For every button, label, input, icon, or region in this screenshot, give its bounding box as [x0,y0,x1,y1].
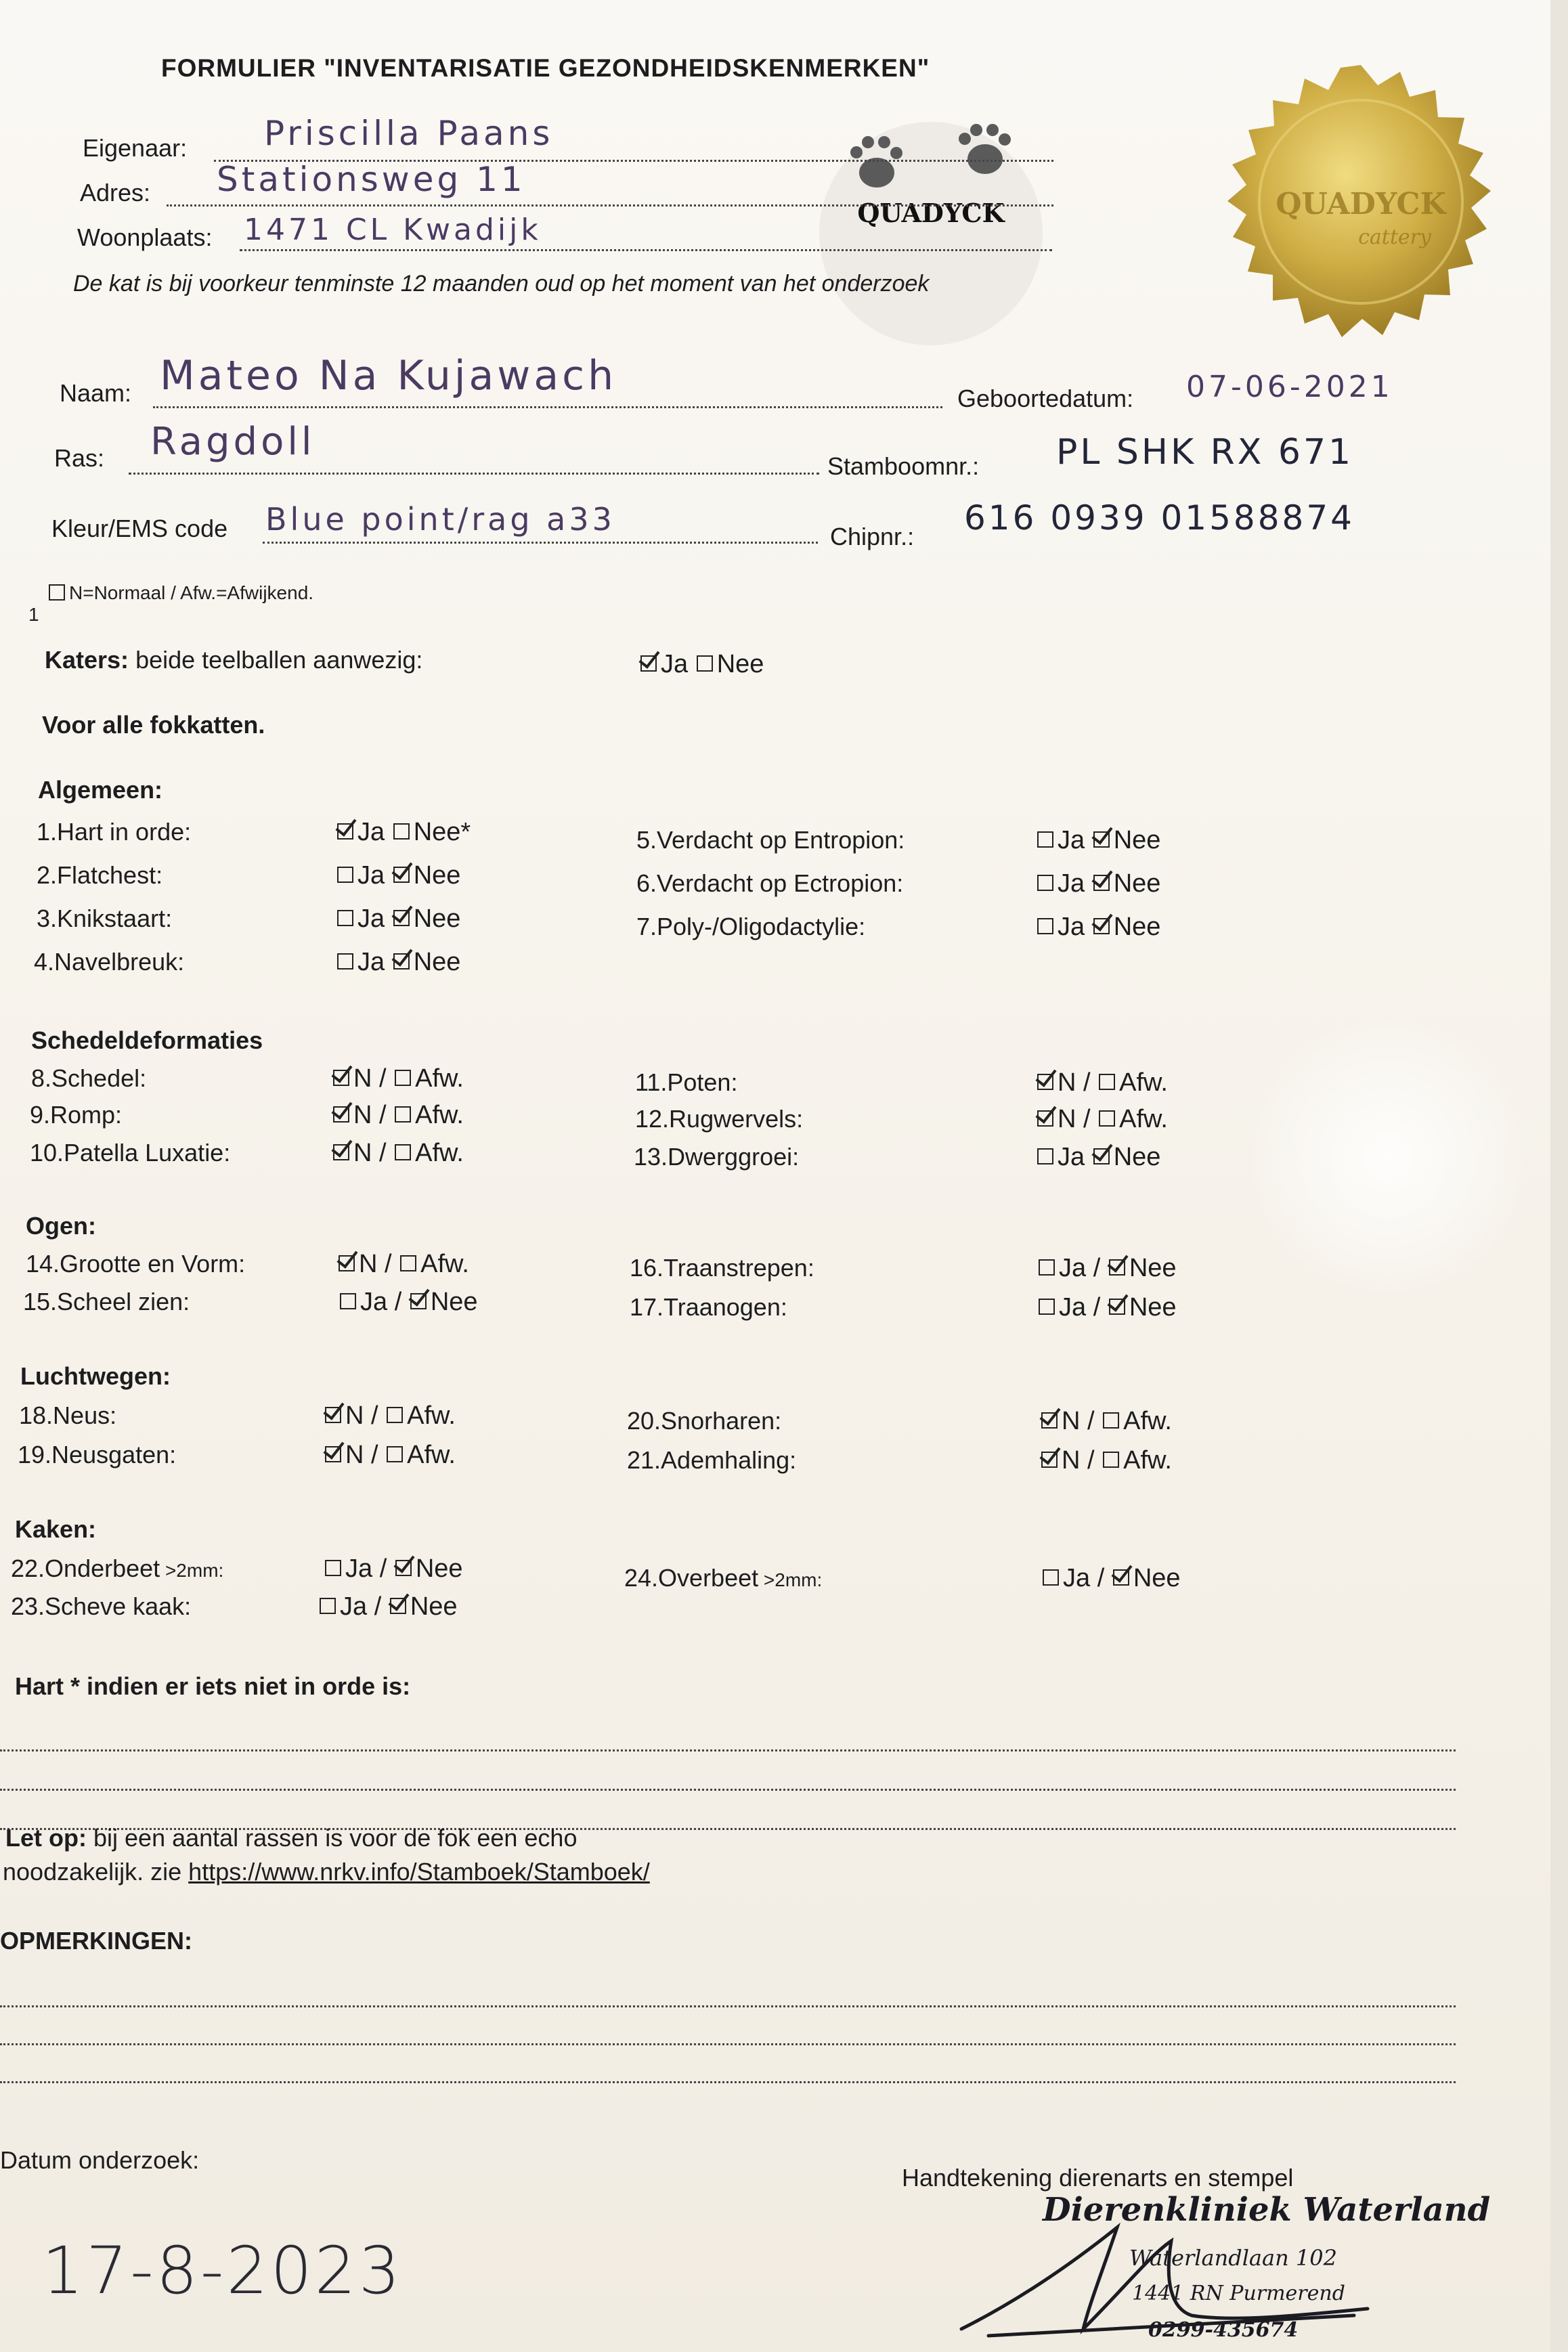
i8-option-b-label: Afw. [415,1064,464,1093]
i21-option-a-label: N / [1062,1446,1102,1475]
voor-alle-heading: Voor alle fokkatten. [42,711,265,739]
opm-line-3 [0,2081,1456,2083]
i6-option-b-checkbox[interactable] [1093,875,1110,891]
item-label-i21: 21.Ademhaling: [627,1446,797,1474]
section-luchtwegen: Luchtwegen: [20,1362,171,1390]
item-options-i17 [1037,1293,1177,1322]
stamboom-value: PL SHK RX 671 [1056,432,1354,473]
chip-value: 616 0939 01588874 [964,498,1355,538]
item-label-i18: 18.Neus: [19,1401,117,1429]
kleur-label: Kleur/EMS code [51,515,228,542]
legend-marker: 1 [28,604,39,625]
stamp-clinic: Dierenkliniek Waterland [1043,2191,1491,2229]
letop-line-2: noodzakelijk. zie https://www.nrkv.info/Stamboek/Stamboek/ [3,1858,650,1886]
i23-option-b-label: Nee [410,1592,458,1621]
item-options-i23 [318,1592,458,1621]
i21-option-a-checkbox[interactable] [1041,1452,1058,1468]
i9-option-a-label: N / [353,1101,394,1129]
i17-option-a-checkbox[interactable] [1039,1299,1055,1315]
i18-option-a-checkbox[interactable] [325,1407,341,1423]
section-ogen: Ogen: [26,1212,96,1240]
i15-option-b-label: Nee [430,1288,478,1316]
age-note: De kat is bij voorkeur tenminste 12 maanden oud op het moment van het onderzoek [73,271,930,297]
i22-option-b-label: Nee [415,1554,463,1583]
i12-option-a-label: N / [1058,1105,1098,1133]
i6-option-b-label: Nee [1113,869,1161,898]
i19-option-a-checkbox[interactable] [325,1446,341,1462]
item-label-i10: 10.Patella Luxatie: [30,1139,231,1167]
i10-option-b-checkbox[interactable] [395,1144,411,1160]
opm-line-2 [0,2043,1456,2045]
legend: N=Normaal / Afw.=Afwijkend. [47,582,313,605]
item-label-i14: 14.Grootte en Vorm: [26,1250,246,1278]
i15-option-a-checkbox[interactable] [340,1293,356,1309]
section-algemeen: Algemeen: [38,776,163,804]
i20-option-a-checkbox[interactable] [1041,1412,1058,1429]
item-label-i20: 20.Snorharen: [627,1407,782,1435]
i4-option-a-label: Ja [357,948,392,976]
i11-option-b-checkbox[interactable] [1099,1074,1115,1090]
svg-text:QUADYCK: QUADYCK [1276,187,1446,221]
kater-ja-checkbox[interactable] [640,655,657,672]
item-label-i3: 3.Knikstaart: [37,905,173,932]
i2-option-a-label: Ja [357,861,392,890]
eigenaar-value: Priscilla Paans [264,114,554,153]
i19-option-b-checkbox[interactable] [387,1446,403,1462]
i23-option-b-checkbox[interactable] [390,1598,406,1614]
naam-value: Mateo Na Kujawach [160,352,617,399]
i4-option-b-label: Nee [413,948,461,976]
item-options-i1 [336,818,471,847]
i12-option-a-checkbox[interactable] [1037,1110,1053,1127]
item-label-i23: 23.Scheve kaak: [11,1592,192,1620]
i7-option-a-checkbox[interactable] [1037,918,1053,934]
stamp-city: 1441 RN Purmerend [1132,2282,1345,2305]
section-schedel: Schedeldeformaties [31,1026,263,1054]
item-options-i20 [1040,1407,1172,1436]
i2-option-a-checkbox[interactable] [337,867,353,883]
item-options-i8 [332,1064,464,1093]
i9-option-b-label: Afw. [415,1101,464,1129]
i11-option-b-label: Afw. [1119,1068,1168,1097]
kater-options: Ja Nee [639,650,764,679]
item-label-i17: 17.Traanogen: [630,1293,787,1321]
i21-option-b-checkbox[interactable] [1103,1452,1119,1468]
i19-option-a-label: N / [345,1441,386,1469]
item-options-i18 [324,1401,456,1431]
section-kaken: Kaken: [15,1515,97,1543]
i16-option-b-label: Nee [1129,1254,1177,1282]
i3-option-b-checkbox[interactable] [393,910,410,926]
woonplaats-line [240,249,1052,251]
i1-option-a-label: Ja [357,818,392,846]
i14-option-a-label: N / [359,1250,399,1278]
item-options-i15 [339,1288,478,1317]
item-options-i3 [336,905,460,934]
i16-option-b-checkbox[interactable] [1109,1259,1125,1276]
i13-option-a-label: Ja [1058,1143,1092,1171]
i4-option-a-checkbox[interactable] [337,953,353,970]
i9-option-a-checkbox[interactable] [333,1106,349,1123]
item-label-i7: 7.Poly-/Oligodactylie: [636,913,866,940]
item-label-i2: 2.Flatchest: [37,861,163,889]
i12-option-b-label: Afw. [1119,1105,1168,1133]
geboortedatum-label: Geboortedatum: [957,385,1134,412]
stamp-street: Waterlandlaan 102 [1129,2245,1337,2271]
i16-option-a-checkbox[interactable] [1039,1259,1055,1276]
photo-glare [1246,1016,1530,1300]
stamp-phone: 0299-435674 [1148,2318,1299,2342]
i1-option-b-label: Nee* [413,818,471,846]
i7-option-b-checkbox[interactable] [1093,918,1110,934]
item-label-i24: 24.Overbeet >2mm: [624,1564,823,1592]
i10-option-b-label: Afw. [415,1139,464,1167]
paw-prints-icon [819,122,1043,345]
i1-option-a-checkbox[interactable] [337,823,353,840]
i14-option-b-label: Afw. [420,1250,469,1278]
i3-option-b-label: Nee [413,905,461,933]
i2-option-b-label: Nee [413,861,461,890]
item-label-i16: 16.Traanstrepen: [630,1254,814,1282]
item-options-i2 [336,861,460,890]
i13-option-a-checkbox[interactable] [1037,1148,1053,1164]
item-options-i22 [324,1554,463,1584]
i16-option-a-label: Ja / [1059,1254,1108,1282]
quadyck-logo-stamp [819,122,1043,345]
kater-nee-checkbox[interactable] [697,655,713,672]
i17-option-a-label: Ja / [1059,1293,1108,1322]
i23-option-a-checkbox[interactable] [320,1598,336,1614]
eigenaar-label: Eigenaar: [83,134,188,162]
i17-option-b-label: Nee [1129,1293,1177,1322]
i15-option-a-label: Ja / [360,1288,409,1316]
i5-option-a-label: Ja [1058,826,1092,854]
item-options-i5 [1036,826,1160,855]
item-options-i12 [1036,1105,1168,1134]
item-options-i14 [337,1250,469,1279]
item-label-i15: 15.Scheel zien: [23,1288,190,1315]
item-label-i13: 13.Dwerggroei: [634,1143,800,1171]
item-label-i11: 11.Poten: [635,1068,738,1096]
i2-option-b-checkbox[interactable] [393,867,410,883]
item-options-i13 [1036,1143,1160,1172]
naam-label: Naam: [60,379,132,407]
form-title: FORMULIER "INVENTARISATIE GEZONDHEIDSKENMERKEN" [161,54,930,82]
hart-line-2 [0,1789,1456,1791]
i20-option-a-label: N / [1062,1407,1102,1435]
i8-option-b-checkbox[interactable] [395,1070,411,1086]
i11-option-a-checkbox[interactable] [1037,1074,1053,1090]
i22-option-a-label: Ja / [345,1554,394,1583]
datum-label: Datum onderzoek: [0,2146,200,2174]
i9-option-b-checkbox[interactable] [395,1106,411,1123]
i20-option-b-checkbox[interactable] [1103,1412,1119,1429]
i7-option-b-label: Nee [1113,913,1161,941]
i13-option-b-checkbox[interactable] [1093,1148,1110,1164]
item-options-i10 [332,1139,464,1168]
item-options-i24 [1041,1564,1181,1593]
i19-option-b-label: Afw. [407,1441,456,1469]
svg-text:cattery: cattery [1358,225,1431,249]
item-label-i5: 5.Verdacht op Entropion: [636,826,905,854]
item-options-i9 [332,1101,464,1130]
i5-option-b-label: Nee [1113,826,1161,854]
i11-option-a-label: N / [1058,1068,1098,1097]
chip-label: Chipnr.: [830,523,915,550]
i21-option-b-label: Afw. [1123,1446,1172,1475]
kleur-value: Blue point/rag a33 [265,501,615,538]
i23-option-a-label: Ja / [340,1592,389,1621]
vet-signature [948,2214,1381,2349]
i1-option-b-checkbox[interactable] [393,823,410,840]
i6-option-a-label: Ja [1058,869,1092,898]
item-label-i6: 6.Verdacht op Ectropion: [636,869,904,897]
opm-line-1 [0,2005,1456,2007]
i12-option-b-checkbox[interactable] [1099,1110,1115,1127]
item-label-i8: 8.Schedel: [31,1064,147,1092]
item-options-i16 [1037,1254,1177,1283]
datum-value: 17-8-2023 [42,2233,403,2309]
i8-option-a-checkbox[interactable] [333,1070,349,1086]
i3-option-a-checkbox[interactable] [337,910,353,926]
item-label-i19: 19.Neusgaten: [18,1441,177,1468]
opmerkingen-heading: OPMERKINGEN: [0,1927,193,1955]
item-options-i6 [1036,869,1160,898]
i10-option-a-checkbox[interactable] [333,1144,349,1160]
i6-option-a-checkbox[interactable] [1037,875,1053,891]
i17-option-b-checkbox[interactable] [1109,1299,1125,1315]
i24-option-a-checkbox[interactable] [1043,1569,1059,1586]
item-options-i4 [336,948,460,977]
i4-option-b-checkbox[interactable] [393,953,410,970]
i24-option-b-label: Nee [1133,1564,1181,1592]
signature-label: Handtekening dierenarts en stempel [902,2164,1294,2192]
i7-option-a-label: Ja [1058,913,1092,941]
item-label-i1: 1.Hart in orde: [37,818,192,846]
gold-seal [1171,60,1550,378]
i15-option-b-checkbox[interactable] [410,1293,427,1309]
i18-option-b-checkbox[interactable] [387,1407,403,1423]
woonplaats-label: Woonplaats: [77,223,213,251]
adres-label: Adres: [80,179,151,206]
stamboom-label: Stamboomnr.: [827,452,980,480]
nrkv-link[interactable]: https://www.nrkv.info/Stamboek/Stamboek/ [188,1858,650,1886]
ras-label: Ras: [54,444,105,472]
item-options-i21 [1040,1446,1172,1475]
i24-option-b-checkbox[interactable] [1113,1569,1129,1586]
svg-text:QUADYCK: QUADYCK [857,198,1005,228]
item-options-i7 [1036,913,1160,942]
item-options-i11 [1036,1068,1168,1097]
checkbox-icon [49,584,65,601]
i18-option-a-label: N / [345,1401,386,1430]
i24-option-a-label: Ja / [1063,1564,1112,1592]
i18-option-b-label: Afw. [407,1401,456,1430]
i14-option-b-checkbox[interactable] [400,1255,416,1271]
item-label-i9: 9.Romp: [30,1101,123,1129]
i10-option-a-label: N / [353,1139,394,1167]
kater-label: Katers: beide teelballen aanwezig: [45,646,423,674]
i20-option-b-label: Afw. [1123,1407,1172,1435]
i8-option-a-label: N / [353,1064,394,1093]
i22-option-a-checkbox[interactable] [325,1560,341,1576]
i14-option-a-checkbox[interactable] [339,1255,355,1271]
geboortedatum-value: 07-06-2021 [1186,370,1393,404]
i5-option-b-checkbox[interactable] [1093,831,1110,848]
hart-line-1 [0,1749,1456,1751]
item-label-i4: 4.Navelbreuk: [34,948,185,976]
i5-option-a-checkbox[interactable] [1037,831,1053,848]
i22-option-b-checkbox[interactable] [395,1560,412,1576]
item-label-i12: 12.Rugwervels: [635,1105,804,1133]
item-options-i19 [324,1441,456,1470]
letop-line-1: Let op: bij een aantal rassen is voor de fok een echo [5,1824,578,1852]
ras-value: Ragdoll [150,420,315,464]
kleur-line [263,542,818,544]
hart-note: Hart * indien er iets niet in orde is: [15,1672,411,1700]
i13-option-b-label: Nee [1113,1143,1161,1171]
i3-option-a-label: Ja [357,905,392,933]
woonplaats-value: 1471 CL Kwadijk [244,213,542,247]
naam-line [153,406,942,408]
item-label-i22: 22.Onderbeet >2mm: [11,1554,224,1582]
ras-line [129,473,819,475]
adres-value: Stationsweg 11 [217,160,526,199]
adres-line [167,204,1053,206]
